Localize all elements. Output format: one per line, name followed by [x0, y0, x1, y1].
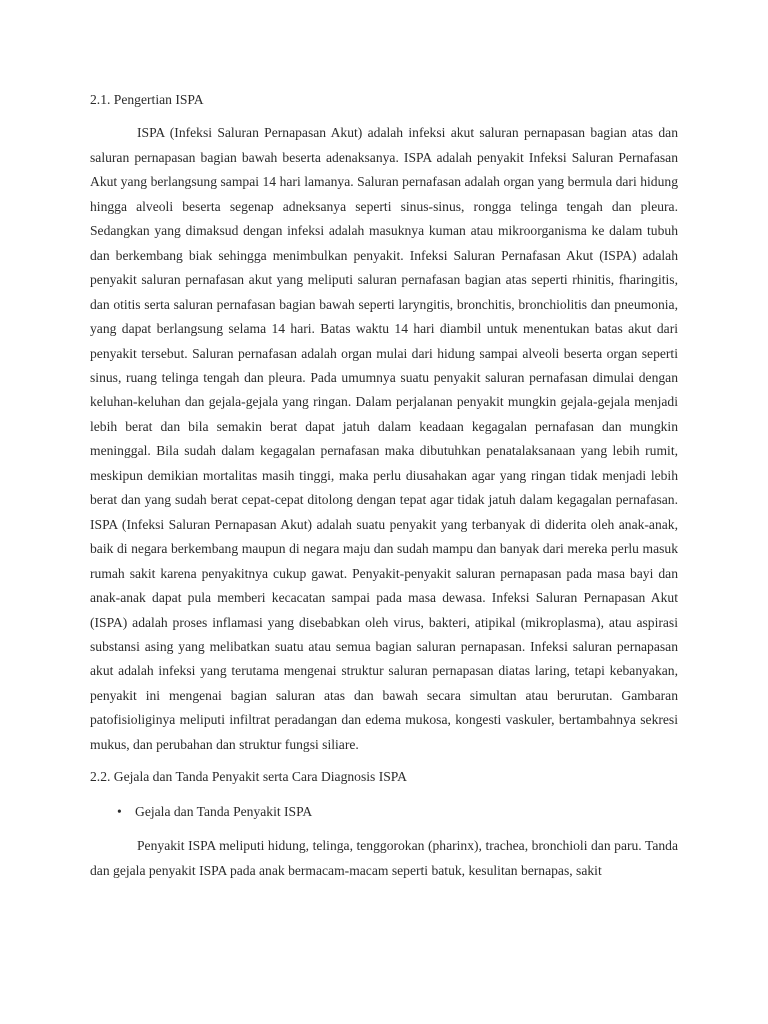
section-heading-gejala-diagnosis: 2.2. Gejala dan Tanda Penyakit serta Cara Diagnosis ISPA: [90, 769, 407, 785]
list-item: [90, 800, 678, 824]
bullet-list: [90, 800, 678, 824]
document-page: [90, 88, 678, 883]
paragraph-pengertian-ispa: ISPA (Infeksi Saluran Pernapasan Akut) adalah infeksi akut saluran pernapasan bagian atas dan saluran pernapasan bagian bawah beserta adenaksanya. ISPA adalah penyakit Infeksi Saluran Pernafasan Akut yang berlangsung sampai 14 hari lamanya. Saluran pernafasan adalah organ yang bermula dari hidung hingga alveoli beserta segenap adneksanya seperti sinus-sinus, rongga telinga tengah dan pleura. Sedangkan yang dimaksud dengan infeksi adalah masuknya kuman atau mikroorganisma ke dalam tubuh dan berkembang biak sehingga menimbulkan penyakit. Infeksi Saluran Pernafasan Akut (ISPA) adalah penyakit saluran pernafasan akut yang meliputi saluran pernafasan bagian atas seperti rhinitis, fharingitis, dan otitis serta saluran pernafasan bagian bawah seperti laryngitis, bronchitis, bronchiolitis dan pneumonia, yang dapat berlangsung selama 14 hari. Batas waktu 14 hari diambil untuk menentukan batas akut dari penyakit tersebut. Saluran pernafasan adalah organ mulai dari hidung sampai alveoli beserta organ seperti sinus, ruang telinga tengah dan pleura. Pada umumnya suatu penyakit saluran pernafasan dimulai dengan keluhan-keluhan dan gejala-gejala yang ringan. Dalam perjalanan penyakit mungkin gejala-gejala menjadi lebih berat dan bila semakin berat dapat jatuh dalam keadaan kegagalan pernafasan dan mungkin meninggal. Bila sudah dalam kegagalan pernafasan maka dibutuhkan penatalaksanaan yang lebih rumit, meskipun demikian mortalitas masih tinggi, maka perlu diusahakan agar yang ringan tidak menjadi lebih berat dan yang sudah berat cepat-cepat ditolong dengan tepat agar tidak jatuh dalam kegagalan pernafasan. ISPA (Infeksi Saluran Pernapasan Akut) adalah suatu penyakit yang terbanyak di diderita oleh anak-anak, baik di negara berkembang maupun di negara maju dan sudah mampu dan banyak dari mereka perlu masuk rumah sakit karena penyakitnya cukup gawat. Penyakit-penyakit saluran pernapasan pada masa bayi dan anak-anak dapat pula memberi kecacatan sampai pada masa dewasa. Infeksi Saluran Pernapasan Akut (ISPA) adalah proses inflamasi yang disebabkan oleh virus, bakteri, atipikal (mikroplasma), atau aspirasi substansi asing yang melibatkan suatu atau semua bagian saluran pernapasan. Infeksi saluran pernapasan akut adalah infeksi yang terutama mengenai struktur saluran pernapasan diatas laring, tetapi kebanyakan, penyakit ini mengenai bagian saluran atas dan bawah secara simultan atau berurutan. Gambaran patofisioliginya meliputi infiltrat peradangan dan edema mukosa, kongesti vaskuler, bertambahnya sekresi mukus, dan perubahan dan struktur fungsi siliare.: [90, 125, 678, 752]
list-item-label: Gejala dan Tanda Penyakit ISPA: [135, 803, 313, 819]
section-heading-pengertian: 2.1. Pengertian ISPA: [90, 92, 204, 107]
paragraph-gejala-ispa: Penyakit ISPA meliputi hidung, telinga, tenggorokan (pharinx), trachea, bronchioli dan paru. Tanda dan gejala penyakit ISPA pada anak bermacam-macam seperti batuk, kesulitan bernapas, sakit: [90, 838, 678, 878]
bullet-icon: •: [117, 803, 122, 819]
